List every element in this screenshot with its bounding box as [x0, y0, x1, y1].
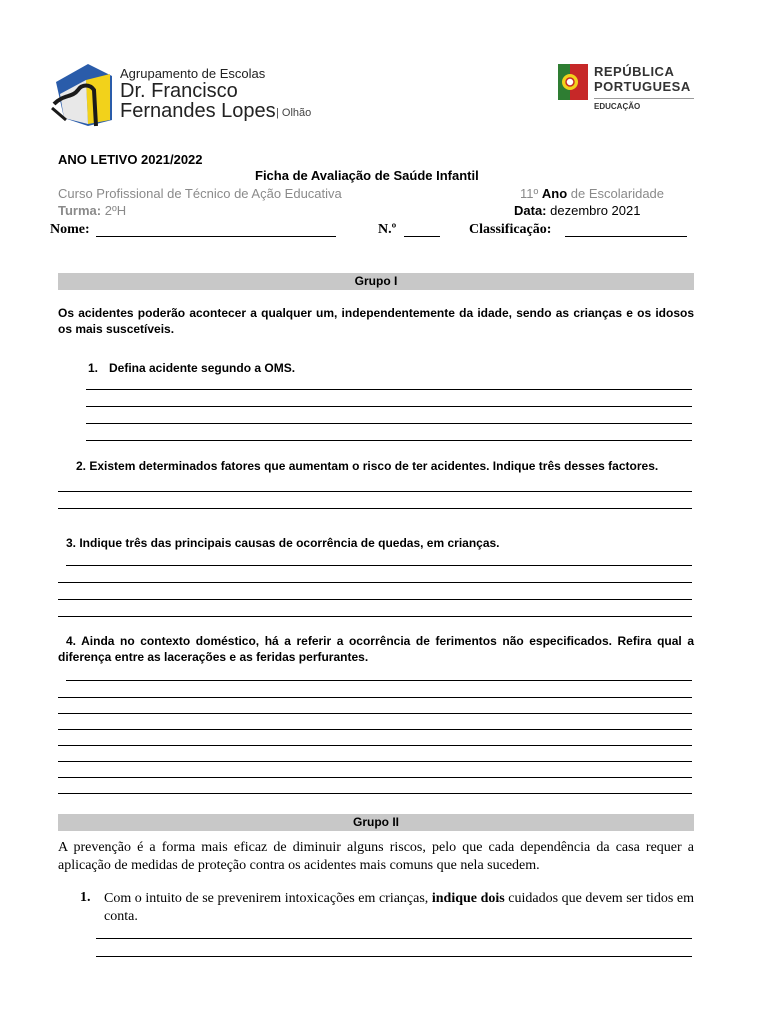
group1-header: Grupo I: [58, 273, 694, 290]
school-name-line2: Dr. Francisco: [120, 80, 238, 102]
government-logo: [556, 62, 706, 122]
g2-q1-pre: Com o intuito de se prevenirem intoxicações em crianças,: [104, 891, 429, 906]
gov-name-line2: PORTUGUESA: [594, 79, 691, 94]
answer-line[interactable]: [58, 777, 692, 778]
name-label: Nome:: [50, 222, 90, 237]
school-logo: [50, 60, 320, 132]
answer-line[interactable]: [58, 713, 692, 714]
classification-input-line[interactable]: [565, 236, 687, 237]
group2-intro: A prevenção é a forma mais eficaz de diminuir alguns riscos, pelo que cada dependência da casa requer a aplicação de medidas de proteção contra os acidentes mais comuns que nela sucedem.: [58, 840, 694, 873]
g2-q1-post: cuidados que devem ser tidos em conta.: [104, 891, 695, 924]
q1-number: 1.: [88, 361, 99, 375]
date-field: [514, 203, 640, 218]
answer-line[interactable]: [58, 729, 692, 730]
gov-name-line1: REPÚBLICA: [594, 64, 675, 79]
g2-q1-emphasis: indique dois: [431, 891, 505, 906]
answer-line[interactable]: [58, 697, 692, 698]
school-emblem-icon: [50, 60, 120, 130]
school-location: | Olhão: [276, 107, 312, 119]
g2-q1-number: 1.: [80, 890, 91, 905]
class-field: [58, 203, 126, 218]
group1-intro: Os acidentes poderão acontecer a qualquer um, independentemente da idade, sendo as crianças e os idosos os mais suscetíveis.: [58, 306, 694, 336]
page-title: Ficha de Avaliação de Saúde Infantil: [255, 168, 479, 183]
course-name: Curso Profissional de Técnico de Ação Educativa: [58, 186, 342, 201]
answer-line[interactable]: [58, 599, 692, 600]
answer-line[interactable]: [96, 956, 692, 957]
classification-label: Classificação:: [469, 222, 552, 237]
date-value: dezembro 2021: [550, 203, 641, 218]
g2-q1-text: [104, 890, 694, 926]
grade-suffix: de Escolaridade: [570, 186, 665, 201]
q1-text: Defina acidente segundo a OMS.: [109, 361, 296, 375]
grade-level: [520, 186, 664, 201]
date-label: Data:: [514, 203, 547, 218]
answer-line[interactable]: [86, 406, 692, 407]
q3-text: 3. Indique três das principais causas de ocorrência de quedas, em crianças.: [66, 536, 500, 550]
portugal-shield-icon: [558, 64, 588, 100]
answer-line[interactable]: [58, 793, 692, 794]
school-name-line1: Agrupamento de Escolas: [120, 66, 266, 81]
grade-label: Ano: [541, 186, 568, 201]
school-name-line3: Fernandes Lopes: [120, 100, 276, 122]
grade-number: 11º: [520, 186, 539, 201]
answer-line[interactable]: [96, 938, 692, 939]
number-label: N.º: [378, 222, 397, 237]
group2-header: Grupo II: [58, 814, 694, 831]
answer-line[interactable]: [58, 491, 692, 492]
answer-line[interactable]: [58, 582, 692, 583]
answer-line[interactable]: [86, 440, 692, 441]
number-input-line[interactable]: [404, 236, 440, 237]
q2-text: 2. Existem determinados fatores que aumentam o risco de ter acidentes. Indique três desses factores.: [76, 459, 659, 473]
gov-logo-divider: [594, 98, 694, 99]
q4-text: 4. Ainda no contexto doméstico, há a referir a ocorrência de ferimentos não especificados. Refira qual a diferença entre as lacerações e as feridas perfurantes.: [58, 634, 694, 664]
name-input-line[interactable]: [96, 236, 336, 237]
answer-line[interactable]: [58, 745, 692, 746]
answer-line[interactable]: [58, 761, 692, 762]
answer-line[interactable]: [66, 680, 692, 681]
answer-line[interactable]: [66, 565, 692, 566]
gov-ministry: EDUCAÇÃO: [594, 102, 641, 111]
answer-line[interactable]: [58, 508, 692, 509]
answer-line[interactable]: [86, 423, 692, 424]
class-value: 2ºH: [104, 203, 127, 218]
answer-line[interactable]: [86, 389, 692, 390]
answer-line[interactable]: [58, 616, 692, 617]
school-year: ANO LETIVO 2021/2022: [58, 152, 203, 167]
class-label: Turma:: [58, 203, 102, 218]
